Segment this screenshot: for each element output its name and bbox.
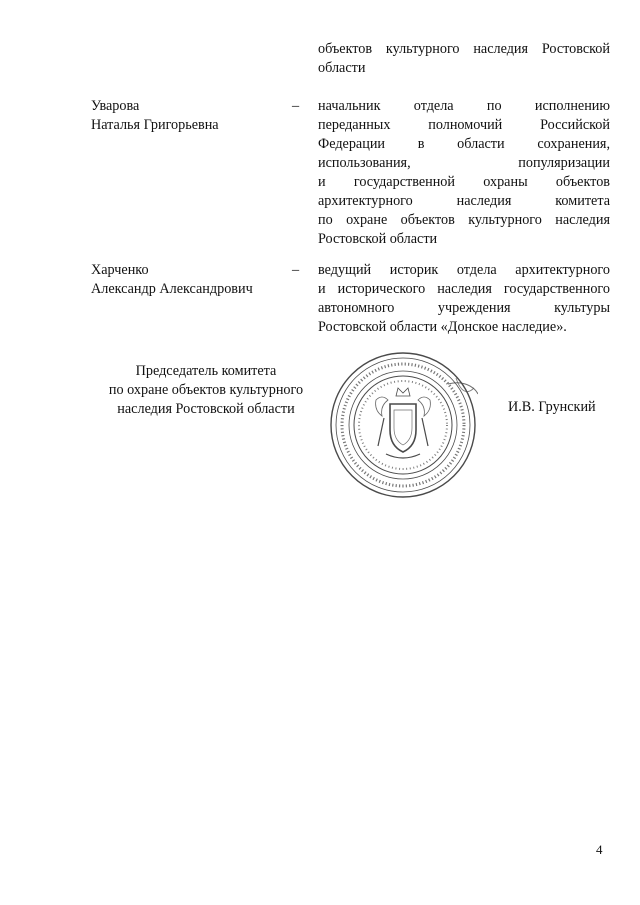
member-position-line: использования, популяризации [318,155,610,171]
member-position-line: архитектурного наследия комитета [318,193,610,209]
member-position-line: Федерации в области сохранения, [318,136,610,152]
signature-title-line: наследия Ростовской области [117,401,295,417]
member-position-line: начальник отдела по исполнению [318,98,610,114]
member-position-line: переданных полномочий Российской [318,117,610,133]
member-given-names: Александр Александрович [91,281,253,297]
seal-rings [331,353,475,497]
member-surname: Уварова [91,98,140,114]
signer-name: И.В. Грунский [508,399,596,415]
coat-of-arms-emblem [376,388,431,458]
member-surname: Харченко [91,262,149,278]
member-position-line: и исторического наследия государственного [318,281,610,297]
signature-title-line: по охране объектов культурного [108,382,304,398]
page-number: 4 [596,842,603,857]
member-position-line: по охране объектов культурного наследия [318,212,610,228]
member-position-line: Ростовской области [318,231,438,247]
member-dash: – [292,262,300,278]
continuation-line: объектов культурного наследия Ростовской [318,41,610,57]
official-seal [328,350,478,500]
member-given-names: Наталья Григорьевна [91,117,219,133]
member-position-line: Ростовской области «Донское наследие». [318,319,567,335]
continuation-line: области [318,60,366,76]
signature-title-line: Председатель комитета [135,363,277,379]
member-position-line: автономного учреждения культуры [318,300,610,316]
member-dash: – [292,98,300,114]
member-position-line: ведущий историк отдела архитектурного [318,262,610,278]
member-position-line: и государственной охраны объектов [318,174,610,190]
